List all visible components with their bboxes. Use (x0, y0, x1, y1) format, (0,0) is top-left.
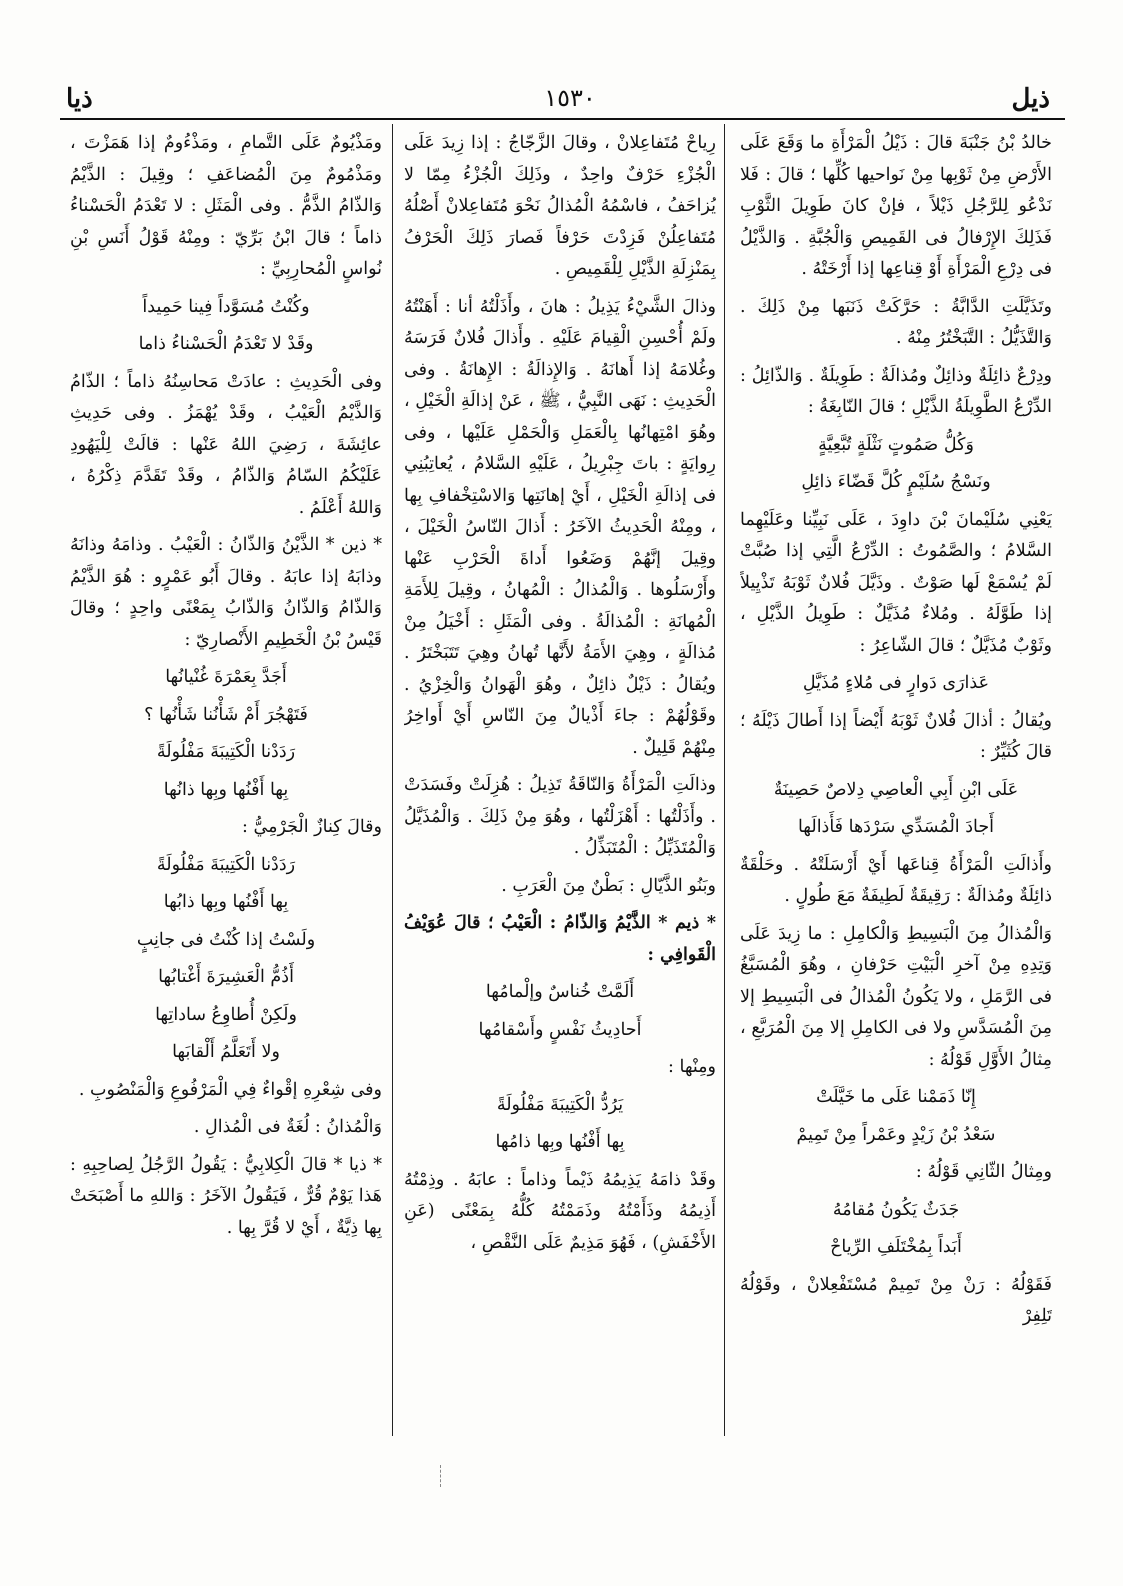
verse-line: أَحادِيثُ نَفْسٍ وأَسْقامُها (478, 1019, 642, 1040)
verse-line: بِها أَفْنُها وبِها ذامُها (495, 1132, 625, 1152)
verse-line: أَجَدَّ بِعَمْرَةَ غُنْيانُها (165, 667, 287, 687)
verse-line: جَدَثٌ يَكُونُ مُقامُهُ (832, 1199, 960, 1220)
verse-line: أَلَمَّتْ خُناسٌ وإلْمامُها (485, 982, 635, 1002)
entry-dhym: * ذيم * الذَّيْمُ وَالذّامُ : الْعَيْبُ ؛ قالَ عُوَيْفُ الْقَوافِي : (404, 913, 716, 965)
verse-line: أَبَداً بِمُخْتَلَفِ الرِّياحْ (830, 1237, 962, 1257)
paragraph: وذالَ الشَّيْءُ يَذِيلُ : هانَ ، وأَذَلْتُهُ أنا : أَهَنْتُهُ ولَمْ أُحْسِنِ الْقِيامَ عَلَيْهِ . وأَذالَ فُلانٌ فَرَسَهُ وغُلامَهُ إذا أَهانَهُ . وَالإِذالَةُ : الإِهانَةُ . وفى الْحَدِيثِ : نَهَى النَّبِيُّ ، ﷺ ، عَنْ إذالَةِ الْخَيْلِ ، وهُوَ امْتِهانُها بِالْعَمَلِ وَالْحَمْلِ عَلَيْها ، وفى رِوايَةٍ : باتَ جِبْرِيلُ ، عَلَيْهِ السَّلامُ ، يُعاتِبُنِي فى إذالَةِ الْخَيْلِ ، أَيْ إهانَتِها وَالاسْتِخْفافِ بِها ، ومِنْهُ الْحَدِيثُ الآخَرُ : أَذالَ النّاسُ الْخَيْلَ ، وقِيلَ إنَّهُمْ وَضَعُوا أَداةَ الْحَرْبِ عَنْها وأَرْسَلُوها . وَالْمُذالُ : الْمُهانُ ، وقِيلَ لِلأَمَةِ الْمُهانَةِ : الْمُذالَةُ . وفى الْمَثَلِ : أَخْيَلُ مِنْ مُذالَةٍ ، وهِيَ الأَمَةُ لأَنَّها تُهانُ وهِيَ تَتَبَخْتَرُ . ويُقالُ : ذَيْلٌ ذائِلٌ ، وهُوَ الْهَوانُ وَالْخِزْيُ . وقَوْلُهُمْ : جاءَ أَذْيالٌ مِنَ النّاسِ أَيْ أَواخِرُ مِنْهُمْ قَلِيلٌ . (404, 296, 716, 758)
verse-line: بِها أَفْنُها وبِها ذابُها (163, 892, 289, 912)
entry-dhyn: * ذين * الذَّيْنُ وَالذّانُ : الْعَيْبُ . وذامَهُ وذانَهُ وذابَهُ إذا عابَهُ . وقالَ أَبُو عَمْرٍو : هُوَ الذَّيْمُ وَالذّامُ وَالذّانُ وَالذّابُ بِمَعْنًى واحِدٍ ؛ وقالَ قَيْسُ بْنُ الْخَطِيمِ الأَنْصارِيّ : (70, 535, 382, 650)
verse-line: ولَسْتُ إذا كُنْتُ فى جانِبٍ (136, 929, 316, 950)
verse-line: فَتَهْجُرَ أَمْ شَأْنُنا شَأْنُها ؟ (144, 704, 308, 725)
paragraph: وأَذالَتِ الْمَرْأَةُ قِناعَها أَيْ أَرْسَلَتْهُ . وحَلْقَةٌ ذائِلَةٌ ومُذالَةٌ : رَقِيقَةٌ لَطِيفَةٌ مَعَ طُولٍ . (740, 854, 1052, 906)
verse-line: أَذُمُّ الْعَشِيرَةَ أَغْتابُها (158, 967, 294, 987)
verse-line: وَكُلُّ صَمُوتٍ نَثْلَةٍ تُبَّعِيَّةٍ (818, 434, 974, 455)
paragraph: وتَذَيَّلَتِ الدَّابَّةُ : حَرَّكَتْ ذَنَبَها مِنْ ذَلِكَ . وَالتَّذَيُّلُ : التَّبَخْتُرُ مِنْهُ . (740, 296, 1052, 348)
column-right (740, 128, 1052, 1428)
paragraph: وفى شِعْرِهِ إقْواءٌ فِي الْمَرْفُوعِ وَالْمَنْصُوبِ . (78, 1079, 382, 1100)
column-middle (404, 128, 716, 1428)
paragraph: ودِرْعٌ ذائِلَةٌ وذائِلٌ ومُذالَةٌ : طَوِيلَةٌ . وَالذّائِلُ : الدِّرْعُ الطَّوِيلَةُ الذَّيْلِ ؛ قالَ النّابِغَةُ : (740, 365, 1052, 417)
paragraph: فَقَوْلُهُ : رَنْ مِنْ تَمِيمْ مُسْتَفْعِلانْ ، وقَوْلُهُ تَلِفِرْ (740, 1274, 1052, 1326)
verse-line: سَعْدُ بْنُ زَيْدٍ وعَمْراً مِنْ تَمِيمْ (796, 1124, 996, 1145)
verse-line: ونَسْجُ سُلَيْمٍ كُلَّ قَضّاءَ ذائِلِ (801, 472, 991, 492)
verse-line: عَذارَى دَوارٍ فى مُلاءٍ مُذَيَّلِ (802, 673, 990, 693)
page-header (60, 78, 1060, 118)
verse-line: بِها أَفْنُها وبِها ذانُها (163, 779, 289, 800)
paragraph: ومِثالُ الثّانِي قَوْلُهُ : (915, 1162, 1052, 1182)
verse-line: عَلَى ابْنِ أَبِي الْعاصِي دِلاصٌ حَصِينَةٌ (773, 779, 1019, 800)
paragraph: وقَدْ ذامَهُ يَذِيمُهُ ذَيْماً وذاماً : عابَهُ . وذِمْتُهُ أَذِيمُهُ وذَأَمْتُهُ وذَمَمْتُهُ كُلُّهُ بِمَعْنًى (عَنِ الأَخْفَشِ) ، فَهُوَ مَذِيمٌ عَلَى النَّقْصِ ، (404, 1169, 716, 1253)
verse-line: رَدَدْنا الْكَتِيبَةَ مَفْلُولَةً (156, 742, 296, 762)
column-divider-right (724, 124, 725, 1436)
paragraph: ومَذْيُومٌ عَلَى التَّمامِ ، ومَذْءُومٌ إذا هَمَزْتَ ، ومَذْمُومٌ مِنَ الْمُضاعَفِ ؛ وقِيلَ : الذَّيْمُ وَالذّامُ الذَّمُّ . وفى الْمَثَلِ : لا تَعْدَمُ الْحَسْناءُ ذاماً ؛ قالَ ابْنُ بَرِّيّ : ومِنْهُ قَوْلُ أَنَسِ بْنِ نُواسٍ الْمُحارِبِيِّ : (70, 133, 382, 279)
page-number: ١٥٣٠ (544, 84, 596, 112)
paragraph: وَالْمُذالُ مِنَ الْبَسِيطِ وَالْكامِلِ : ما زِيدَ عَلَى وَتِدِهِ مِنْ آخرِ الْبَيْتِ حَرْفانِ ، وهُوَ الْمُسَبَّغُ فى الرَّمَلِ ، ولا يَكُونُ الْمُذالُ فى الْبَسِيطِ إلا مِنَ الْمُسَدَّسِ ولا فى الكامِلِ إلا مِنَ الْمُرَبَّعِ ، مِثالُ الأَوَّلِ قَوْلُهُ : (740, 923, 1052, 1070)
verse-line: ولا أَتَعَلَّمُ أَلْقابَها (172, 1042, 280, 1062)
right-headword: ذيل (1011, 84, 1050, 114)
verse-line: ولَكِنْ أُطاوِعُ ساداتِها (155, 1004, 297, 1025)
paragraph: وَالْمُذانُ : لُغَةٌ فى الْمُذالِ . (193, 1117, 382, 1137)
verse-line: إِنّا ذَمَمْنا عَلَى ما خَيَّلَتْ (816, 1087, 976, 1107)
left-headword: ذيا (66, 84, 93, 114)
paragraph: وفى الْحَدِيثِ : عادَتْ مَحاسِنُهُ ذاماً ؛ الذّامُ وَالذَّيْمُ الْعَيْبُ ، وقَدْ يُهْمَزُ . وفى حَدِيثِ عائِشَةَ ، رَضِيَ اللهُ عَنْها : قالَتْ لِلْيَهُودِ عَلَيْكُمُ السّامُ وَالذّامُ ، وقَدْ تَقَدَّمَ ذِكْرُهُ ، وَاللهُ أَعْلَمُ . (70, 371, 382, 518)
paragraph: ويُقالُ : أذالَ فُلانٌ ثَوْبَهُ أَيْضاً إذا أَطالَ ذَيْلَهُ ؛ قالَ كُثَيِّرٌ : (740, 710, 1052, 762)
verse-line: رَدَدْنا الْكَتِيبَةَ مَفْلُولَةً (156, 854, 296, 875)
paragraph: وبَنُو الذَّيّالِ : بَطْنٌ مِنَ الْعَرَبِ . (501, 875, 716, 896)
verse-line: وكُنْتُ مُسَوَّداً فِينا حَمِيداً (142, 296, 310, 317)
scan-mark (440, 1465, 443, 1487)
paragraph: خالدُ بْنُ جَنْبَةَ قالَ : ذَيْلُ الْمَرْأَةِ ما وَقَعَ عَلَى الأَرْضِ مِنْ ثَوْبِها مِنْ نَواحيها كُلِّها ؛ قالَ : فَلا نَدْعُو لِلرَّجُلِ ذَيْلاً ، فإنْ كانَ طَوِيلَ الثَّوْبِ فَذَلِكَ الإِرْفالُ فى القَمِيصِ وَالْجُبَّةِ . وَالذَّيْلُ فى دِرْعِ الْمَرْأَةِ أَوْ قِناعِها إذا أَرْخَتْهُ . (740, 133, 1052, 279)
verse-line: أَجادَ الْمُسَدِّي سَرْدَها فَأَذالَها (797, 817, 995, 837)
column-left (70, 128, 382, 1428)
entry-dhya: * ذيا * قالَ الْكِلابِيُّ : يَقُولُ الرَّجُلُ لِصاحِبِهِ : هَذا يَوْمٌ قُرٌّ ، فَيَقُولُ الآخَرُ : وَاللهِ ما أَصْبَحَتْ بِها ذِيَّةٌ ، أَيْ لا قُرَّ بِها . (70, 1154, 382, 1238)
paragraph: وقالَ كِنازٌ الْجَرْمِيُّ : (242, 817, 382, 837)
paragraph: ومِنْها : (668, 1057, 716, 1077)
verse-line: وقَدْ لا تَعْدَمُ الْحَسْناءُ ذاما (138, 334, 314, 354)
verse-line: يَرُدُّ الْكَتِيبَةَ مَفْلُولَةً (496, 1094, 624, 1115)
paragraph: وذالَتِ الْمَرْأَةُ وَالنّاقَةُ تَذِيلُ : هُزِلَتْ وفَسَدَتْ . وأَذَلْتُها : أَهْزَلْتُها ، وهُوَ مِنْ ذَلِكَ . وَالْمُذَيَّلُ وَالْمُتَذَيِّلُ : الْمُتَبَذِّلُ . (404, 775, 716, 858)
header-rule (60, 118, 1065, 120)
column-divider-left (392, 124, 393, 1436)
paragraph: يَعْنِي سُلَيْمانَ بْنَ داوِدَ ، عَلَى نَبِيِّنا وعَلَيْهِما السَّلامُ ؛ والصَّمُوتُ : الدِّرْعُ الَّتِي إذا صُبَّتْ لَمْ يُسْمَعْ لَها صَوْتٌ . وذَيَّلَ فُلانٌ ثَوْبَهُ تَذْيِيلاً إذا طَوَّلَهُ . ومُلاءٌ مُذَيَّلٌ : طَوِيلُ الذَّيْلِ ، وثَوْبٌ مُذَيَّلٌ ؛ قالَ الشّاعِرُ : (740, 509, 1052, 656)
paragraph: رِياحْ مُتَفاعِلانْ ، وقالَ الزَّجّاجُ : إذا زِيدَ عَلَى الْجُزْءِ حَرْفٌ واحِدٌ ، وذَلِكَ الْجُزْءُ مِمّا لا يُزاحَفُ ، فاسْمُهُ الْمُذالُ نَحْوَ مُتَفاعِلانْ أَصْلُهُ مُتَفاعِلُنْ فَزِدْتَ حَرْفاً فَصارَ ذَلِكَ الْحَرْفُ بِمَنْزِلَةِ الذَّيْلِ لِلْقَمِيصِ . (404, 133, 716, 279)
